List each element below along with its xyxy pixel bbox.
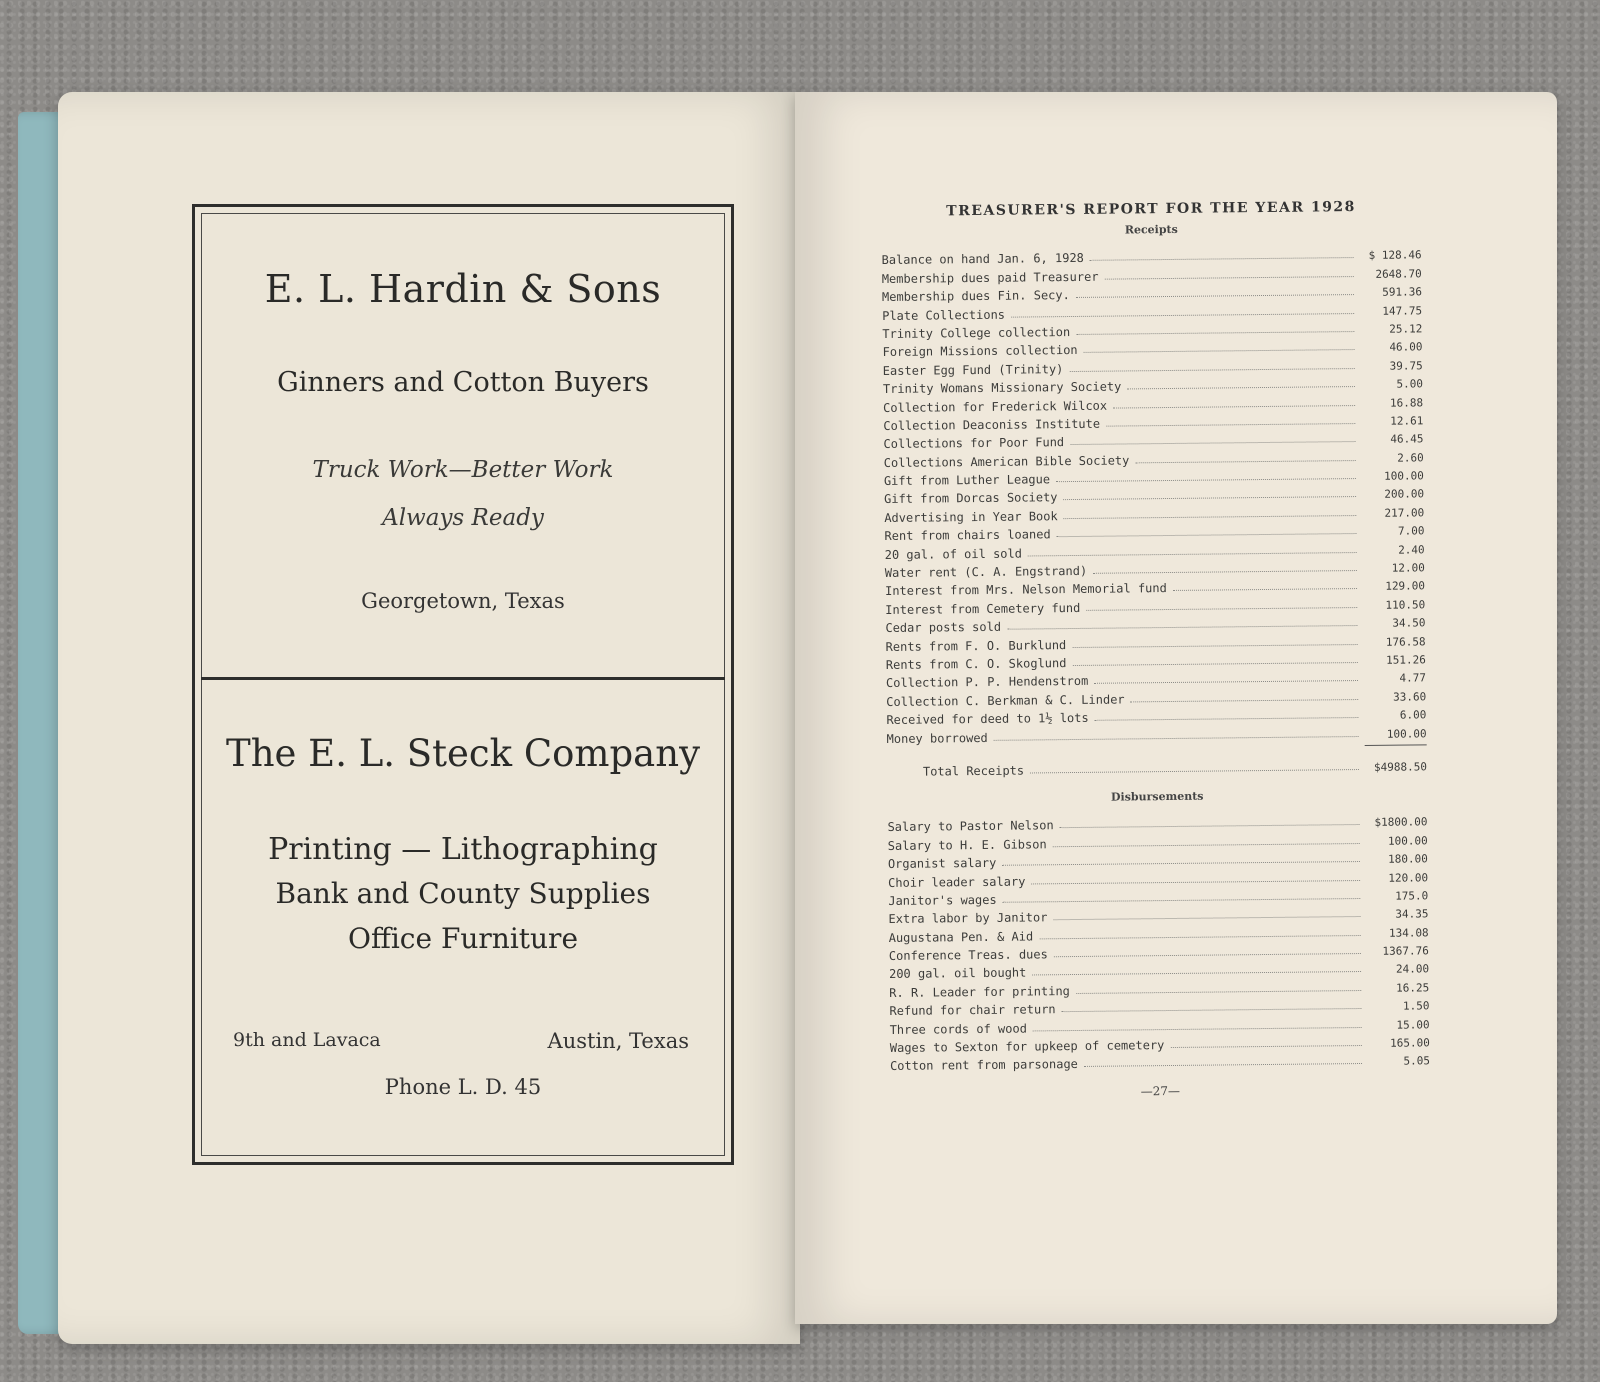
- leader-dots: [1173, 588, 1357, 591]
- receipt-row-amount: 16.88: [1389, 395, 1424, 410]
- right-page: [795, 92, 1557, 1324]
- receipt-row-amount: 217.00: [1384, 506, 1425, 520]
- receipt-row-amount: 4.77: [1399, 671, 1427, 685]
- leader-dots: [1084, 1063, 1362, 1067]
- steck-ad-phone: Phone L. D. 45: [384, 1075, 542, 1099]
- leader-dots: [1076, 331, 1354, 335]
- leader-dots: [1063, 497, 1356, 501]
- receipt-row-label: Collection P. P. Hendenstrom: [885, 674, 1089, 691]
- total-receipts-amount: $4988.50: [1373, 760, 1427, 774]
- leader-dots: [1011, 313, 1354, 318]
- hardin-ad-title: E. L. Hardin & Sons: [264, 267, 662, 311]
- disbursement-row-amount: 15.00: [1396, 1017, 1430, 1032]
- disbursement-row-label: Wages to Sexton for upkeep of cemetery: [889, 1038, 1165, 1055]
- receipt-row-amount: 176.58: [1385, 634, 1426, 649]
- disbursement-row-label: Extra labor by Janitor: [888, 910, 1048, 927]
- receipt-row-label: Collection Deaconiss Institute: [883, 416, 1101, 433]
- hardin-ad-tagline-2: Always Ready: [382, 505, 544, 531]
- leader-dots: [1030, 769, 1359, 773]
- left-page: [58, 92, 800, 1344]
- receipts-heading: Receipts: [1124, 222, 1178, 237]
- disbursement-row-label: Organist salary: [887, 855, 997, 872]
- receipt-row-label: Gift from Luther League: [883, 472, 1051, 489]
- receipt-row-label: Collection C. Berkman & C. Linder: [886, 692, 1125, 709]
- leader-dots: [1076, 990, 1361, 994]
- leader-dots: [1069, 368, 1354, 372]
- leader-dots: [1135, 460, 1355, 463]
- receipt-row-label: Trinity College collection: [882, 324, 1071, 341]
- receipt-row-label: Foreign Missions collection: [882, 343, 1078, 360]
- leader-dots: [1002, 861, 1360, 866]
- receipt-row-label: Trinity Womans Missionary Society: [882, 379, 1122, 397]
- receipt-row-amount: 25.12: [1389, 322, 1423, 336]
- disbursement-row-amount: 100.00: [1387, 834, 1428, 848]
- receipt-row-label: Interest from Mrs. Nelson Memorial fund: [884, 581, 1167, 599]
- receipt-row-label: Interest from Cemetery fund: [885, 600, 1081, 617]
- disbursements-heading: Disbursements: [1110, 789, 1204, 804]
- leader-dots: [1056, 478, 1356, 482]
- leader-dots: [1062, 1008, 1362, 1012]
- disbursement-row-amount: 1367.76: [1382, 944, 1429, 958]
- disbursement-row-label: Salary to Pastor Nelson: [887, 818, 1054, 835]
- receipts-list: [881, 243, 1426, 745]
- disbursement-row-amount: 120.00: [1388, 870, 1429, 885]
- receipt-row-amount: 39.75: [1389, 359, 1423, 373]
- receipt-row-label: Balance on hand Jan. 6, 1928: [881, 251, 1084, 268]
- disbursement-row-amount: 34.35: [1395, 907, 1429, 921]
- disbursement-row-amount: 1.50: [1402, 999, 1430, 1013]
- disbursement-row-label: Refund for chair return: [889, 1002, 1056, 1019]
- hardin-ad-location: Georgetown, Texas: [361, 589, 565, 613]
- receipt-row-amount: $ 128.46: [1368, 248, 1422, 263]
- receipt-row-label: Advertising in Year Book: [884, 509, 1058, 525]
- receipt-row-label: Collections for Poor Fund: [883, 435, 1065, 452]
- receipt-row-label: Water rent (C. A. Engstrand): [884, 563, 1088, 581]
- receipt-row-amount: 100.00: [1386, 726, 1427, 741]
- advertisement-inner-border: [201, 213, 725, 1156]
- receipt-row-label: Membership dues paid Treasurer: [881, 269, 1099, 286]
- hardin-ad-tagline-1: Truck Work—Better Work: [312, 457, 614, 483]
- receipt-row-amount: 129.00: [1385, 579, 1426, 594]
- leader-dots: [1095, 717, 1359, 721]
- receipt-row-label: Plate Collections: [882, 307, 1006, 323]
- receipt-row-label: 20 gal. of oil sold: [884, 546, 1023, 562]
- leader-dots: [994, 736, 1359, 741]
- leader-dots: [1039, 935, 1360, 939]
- steck-ad-line-1: Printing — Lithographing: [268, 832, 658, 867]
- leader-dots: [1106, 423, 1355, 427]
- total-receipts-label: Total Receipts: [922, 763, 1025, 779]
- leader-dots: [1060, 824, 1360, 828]
- receipt-row-amount: 147.75: [1382, 303, 1423, 318]
- leader-dots: [1090, 257, 1354, 261]
- steck-ad-title: The E. L. Steck Company: [226, 732, 700, 775]
- advertisement-frame: [192, 204, 734, 1165]
- disbursement-row-label: Janitor's wages: [888, 892, 997, 908]
- steck-ad-line-3: Office Furniture: [347, 922, 579, 955]
- page-number: —27—: [1140, 1084, 1181, 1099]
- receipt-row-amount: 591.36: [1382, 285, 1423, 299]
- leader-dots: [1003, 898, 1361, 903]
- disbursement-row-label: Conference Treas. dues: [888, 947, 1048, 964]
- disbursement-row-label: Cotton rent from parsonage: [889, 1057, 1078, 1074]
- leader-dots: [1072, 662, 1357, 666]
- leader-dots: [1032, 971, 1361, 975]
- leader-dots: [1084, 349, 1355, 353]
- disbursement-row-amount: 24.00: [1395, 962, 1430, 977]
- receipt-row-amount: 7.00: [1397, 524, 1425, 538]
- receipt-row-label: Cedar posts sold: [885, 619, 1002, 636]
- total-rule: [1365, 744, 1427, 746]
- leader-dots: [1057, 533, 1357, 537]
- leader-dots: [1094, 680, 1358, 684]
- receipt-row-label: Received for deed to 1½ lots: [886, 711, 1089, 728]
- leader-dots: [1054, 953, 1361, 957]
- leader-dots: [1127, 386, 1355, 389]
- leader-dots: [1093, 570, 1357, 574]
- receipt-row-amount: 33.60: [1392, 690, 1427, 704]
- leader-dots: [1105, 276, 1354, 280]
- leader-dots: [1072, 644, 1357, 648]
- steck-ad-address-left: 9th and Lavaca: [233, 1029, 381, 1051]
- disbursement-row-label: 200 gal. oil bought: [888, 965, 1027, 982]
- receipt-row-amount: 46.45: [1390, 432, 1424, 446]
- leader-dots: [1064, 515, 1357, 519]
- receipt-row-amount: 2.60: [1397, 451, 1424, 465]
- receipt-row-label: Membership dues Fin. Secy.: [881, 288, 1070, 305]
- leader-dots: [1070, 441, 1355, 445]
- leader-dots: [1053, 916, 1360, 920]
- steck-ad-address-right: Austin, Texas: [547, 1029, 689, 1053]
- receipt-row-label: Money borrowed: [886, 730, 988, 746]
- receipt-row-amount: 12.00: [1391, 561, 1425, 575]
- advertisement-divider: [201, 677, 725, 680]
- leader-dots: [1033, 1027, 1362, 1031]
- disbursement-row-amount: 175.0: [1395, 889, 1429, 903]
- disbursement-row-label: R. R. Leader for printing: [889, 983, 1070, 1000]
- leader-dots: [1053, 843, 1360, 847]
- report-title: TREASURER'S REPORT FOR THE YEAR 1928: [946, 199, 1356, 220]
- receipt-row-amount: 46.00: [1389, 340, 1423, 355]
- disbursement-row-label: Augustana Pen. & Aid: [888, 929, 1034, 945]
- receipt-row-label: Collection for Frederick Wilcox: [883, 398, 1108, 415]
- receipt-row-amount: 34.50: [1392, 616, 1426, 630]
- disbursement-row-label: Salary to H. E. Gibson: [887, 837, 1047, 853]
- receipt-row-label: Gift from Dorcas Society: [884, 490, 1058, 507]
- receipt-row-amount: 100.00: [1384, 469, 1424, 483]
- receipt-row-amount: 6.00: [1399, 708, 1427, 722]
- leader-dots: [1076, 294, 1354, 298]
- total-receipts-row: [887, 755, 1427, 779]
- leader-dots: [1131, 699, 1359, 702]
- receipt-row-amount: 2648.70: [1375, 267, 1422, 281]
- disbursement-row-amount: 165.00: [1389, 1036, 1430, 1050]
- receipt-row-label: Rent from chairs loaned: [884, 527, 1051, 544]
- leader-dots: [1007, 625, 1357, 630]
- disbursement-row-amount: 134.08: [1388, 925, 1429, 940]
- hardin-ad-subtitle: Ginners and Cotton Buyers: [277, 367, 649, 398]
- receipt-row-amount: 151.26: [1385, 653, 1426, 667]
- leader-dots: [1028, 552, 1357, 556]
- receipt-row-amount: 110.50: [1385, 598, 1426, 612]
- receipt-row-amount: 5.00: [1396, 377, 1423, 391]
- treasurer-report: [881, 198, 1430, 1101]
- disbursement-row-label: Choir leader salary: [888, 874, 1026, 890]
- disbursement-row-amount: 16.25: [1396, 981, 1430, 995]
- receipt-row-label: Easter Egg Fund (Trinity): [882, 361, 1064, 378]
- disbursement-row-label: Three cords of wood: [889, 1021, 1027, 1037]
- leader-dots: [1031, 880, 1360, 884]
- disbursement-row-amount: 180.00: [1388, 852, 1428, 866]
- receipt-row-amount: 200.00: [1384, 487, 1425, 502]
- receipt-row-amount: 12.61: [1390, 414, 1424, 428]
- receipt-row-label: Collections American Bible Society: [883, 453, 1130, 470]
- leader-dots: [1086, 607, 1357, 611]
- disbursement-row-amount: $1800.00: [1374, 815, 1428, 830]
- receipt-row-label: Rents from F. O. Burklund: [885, 637, 1067, 654]
- steck-ad-line-2: Bank and County Supplies: [275, 877, 651, 910]
- disbursements-list: [887, 810, 1430, 1073]
- leader-dots: [1113, 405, 1355, 409]
- leader-dots: [1170, 1045, 1361, 1048]
- disbursement-row-amount: 5.05: [1403, 1054, 1431, 1068]
- receipt-row-amount: 2.40: [1398, 542, 1425, 557]
- receipt-row-label: Rents from C. O. Skoglund: [885, 656, 1067, 672]
